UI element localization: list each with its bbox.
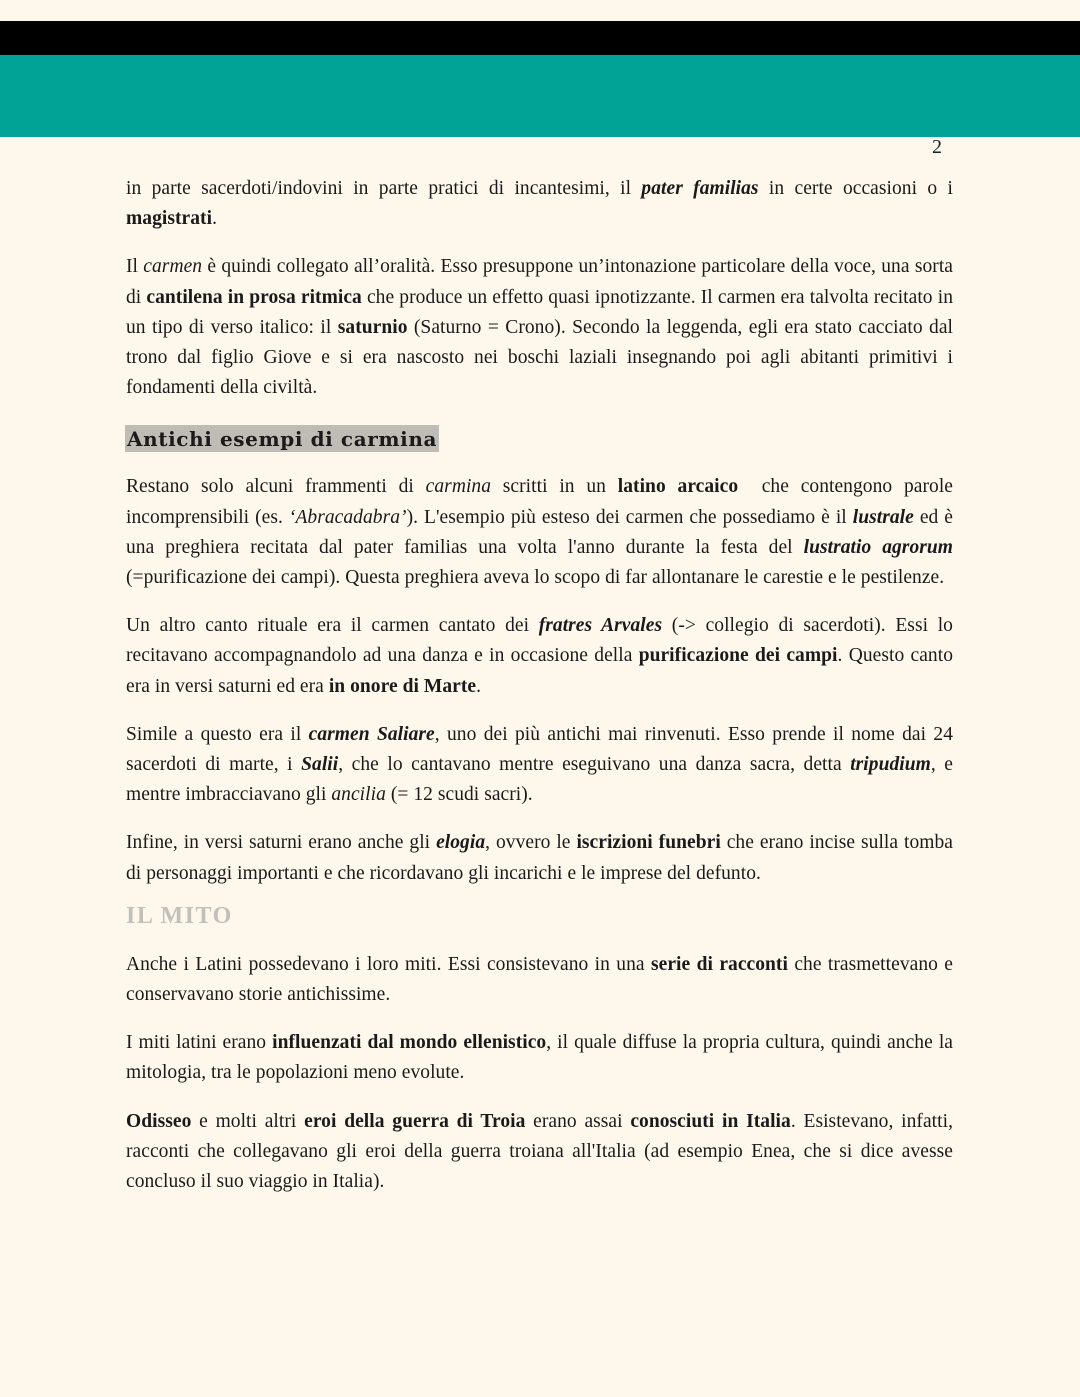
- text: I miti latini erano: [126, 1032, 273, 1054]
- text: che contengono parole incomprensibili (es.: [126, 476, 958, 528]
- text: (-> collegio di sacerdoti). Essi lo recitavano accompagnandolo ad una danza e in occasione della: [126, 615, 953, 667]
- term-carmen: carmen: [143, 256, 203, 278]
- text: che trasmettevano e conservavano storie antichissime.: [126, 953, 954, 1006]
- term-fratres-arvales: fratres Arvales: [538, 615, 663, 637]
- heading-antichi-esempi: Antichi esempi di carmina: [127, 427, 438, 452]
- paragraph-carmen-oralita: [126, 252, 953, 403]
- text: scritti in un: [491, 476, 618, 498]
- text: è quindi collegato all’oralità. Esso presuppone un’intonazione particolare della voce, una sorta di: [126, 256, 954, 308]
- term-purificazione-campi: purificazione dei campi: [638, 645, 838, 667]
- term-lustrale: lustrale: [852, 506, 914, 528]
- text: Il: [126, 256, 144, 278]
- text: (= 12 scudi sacri).: [385, 784, 533, 806]
- text: e molti altri: [191, 1110, 305, 1132]
- text: , uno dei più antichi mai rinvenuti. Esso prende il nome dai 24 sacerdoti di marte, i: [126, 723, 953, 776]
- text: erano assai: [525, 1110, 631, 1132]
- paragraph-influenza-ellenistica: [126, 1028, 953, 1088]
- text: che produce un effetto quasi ipnotizzante. Il carmen era talvolta recitato in un tipo di verso italico: il: [126, 286, 953, 338]
- text: . Esistevano, infatti, racconti che collegavano gli eroi della guerra troiana all'Italia (ad esempio Enea, che si dice avesse concluso il suo viaggio in Italia).: [126, 1110, 953, 1193]
- term-pater-familias: pater familias: [641, 178, 759, 199]
- paragraph-elogia: [126, 828, 953, 888]
- text: che erano incise sulla tomba di personaggi importanti e che ricordavano gli incarichi e le imprese del defunto.: [126, 832, 954, 884]
- term-iscrizioni-funebri: iscrizioni funebri: [576, 832, 721, 854]
- document-body: [126, 174, 958, 1215]
- text: (Saturno = Crono). Secondo la leggenda, egli era stato cacciato dal trono dal figlio Giove e si era nascosto nei boschi laziali insegnando poi agli abitanti primitivi i fondamenti della civiltà.: [126, 316, 953, 399]
- term-saturnio: saturnio: [337, 316, 408, 338]
- term-mondo-ellenistico: influenzati dal mondo ellenistico: [272, 1032, 547, 1054]
- top-margin: [0, 0, 1080, 21]
- text: .: [476, 675, 482, 697]
- header-black-band: [0, 21, 1080, 55]
- text: (=purificazione dei campi). Questa preghiera aveva lo scopo di far allontanare le carestie e le pestilenze.: [126, 567, 945, 589]
- text: , e mentre imbracciavano gli: [126, 754, 953, 806]
- text: Infine, in versi saturni erano anche gli: [126, 832, 437, 854]
- text: ). L'esempio più esteso dei carmen che possediamo è il: [406, 506, 853, 528]
- text: Anche i Latini possedevano i loro miti. Essi consistevano in una: [126, 953, 651, 975]
- text: , che lo cantavano mentre eseguivano una danza sacra, detta: [338, 754, 851, 776]
- text: Simile a questo era il: [126, 723, 309, 745]
- paragraph-miti-latini: [126, 950, 953, 1010]
- heading-il-mito: IL MITO: [126, 902, 233, 929]
- term-onore-marte: in onore di Marte: [328, 675, 477, 697]
- term-magistrati: magistrati: [126, 208, 213, 230]
- term-eroi-troia: eroi della guerra di Troia: [304, 1110, 526, 1132]
- text: ed è una preghiera recitata dal pater familias una volta l'anno durante la festa del: [126, 506, 954, 558]
- term-tripudium: tripudium: [850, 754, 931, 776]
- text: , ovvero le: [485, 832, 577, 854]
- term-carmina: carmina: [425, 476, 492, 498]
- term-salii: Salii: [301, 754, 339, 776]
- paragraph-fratres-arvales: [126, 611, 953, 702]
- paragraph-carmen-saliare: [126, 720, 953, 811]
- term-abracadabra: ‘Abracadabra’: [288, 506, 407, 528]
- text: Restano solo alcuni frammenti di: [126, 476, 426, 498]
- text: , il quale diffuse la propria cultura, quindi anche la mitologia, tra le popolazioni meno evolute.: [126, 1032, 953, 1084]
- term-lustratio-agrorum: lustratio agrorum: [803, 536, 953, 558]
- term-cantilena: cantilena in prosa ritmica: [146, 286, 362, 308]
- term-latino-arcaico: latino arcaico: [617, 476, 739, 498]
- header-teal-band: [0, 55, 1080, 158]
- term-carmen-saliare: carmen Saliare: [308, 723, 435, 745]
- text: Un altro canto rituale era il carmen cantato dei: [126, 615, 539, 637]
- term-odisseo: Odisseo: [126, 1110, 192, 1132]
- page-number: 2: [932, 136, 942, 158]
- term-conosciuti-italia: conosciuti in Italia: [630, 1110, 791, 1132]
- text: in certe occasioni o i: [758, 178, 953, 199]
- term-serie-racconti: serie di racconti: [651, 953, 788, 975]
- text: in parte sacerdoti/indovini in parte pratici di incantesimi, il: [126, 178, 642, 199]
- term-elogia: elogia: [436, 832, 486, 854]
- term-ancilia: ancilia: [331, 784, 386, 806]
- text: . Questo canto era in versi saturni ed era: [126, 645, 953, 697]
- section-heading-antichi-esempi: [126, 421, 953, 472]
- paragraph-frammenti: [126, 472, 958, 593]
- text: .: [212, 208, 217, 230]
- paragraph-sacerdoti: [126, 174, 953, 234]
- paragraph-odisseo: [126, 1107, 953, 1198]
